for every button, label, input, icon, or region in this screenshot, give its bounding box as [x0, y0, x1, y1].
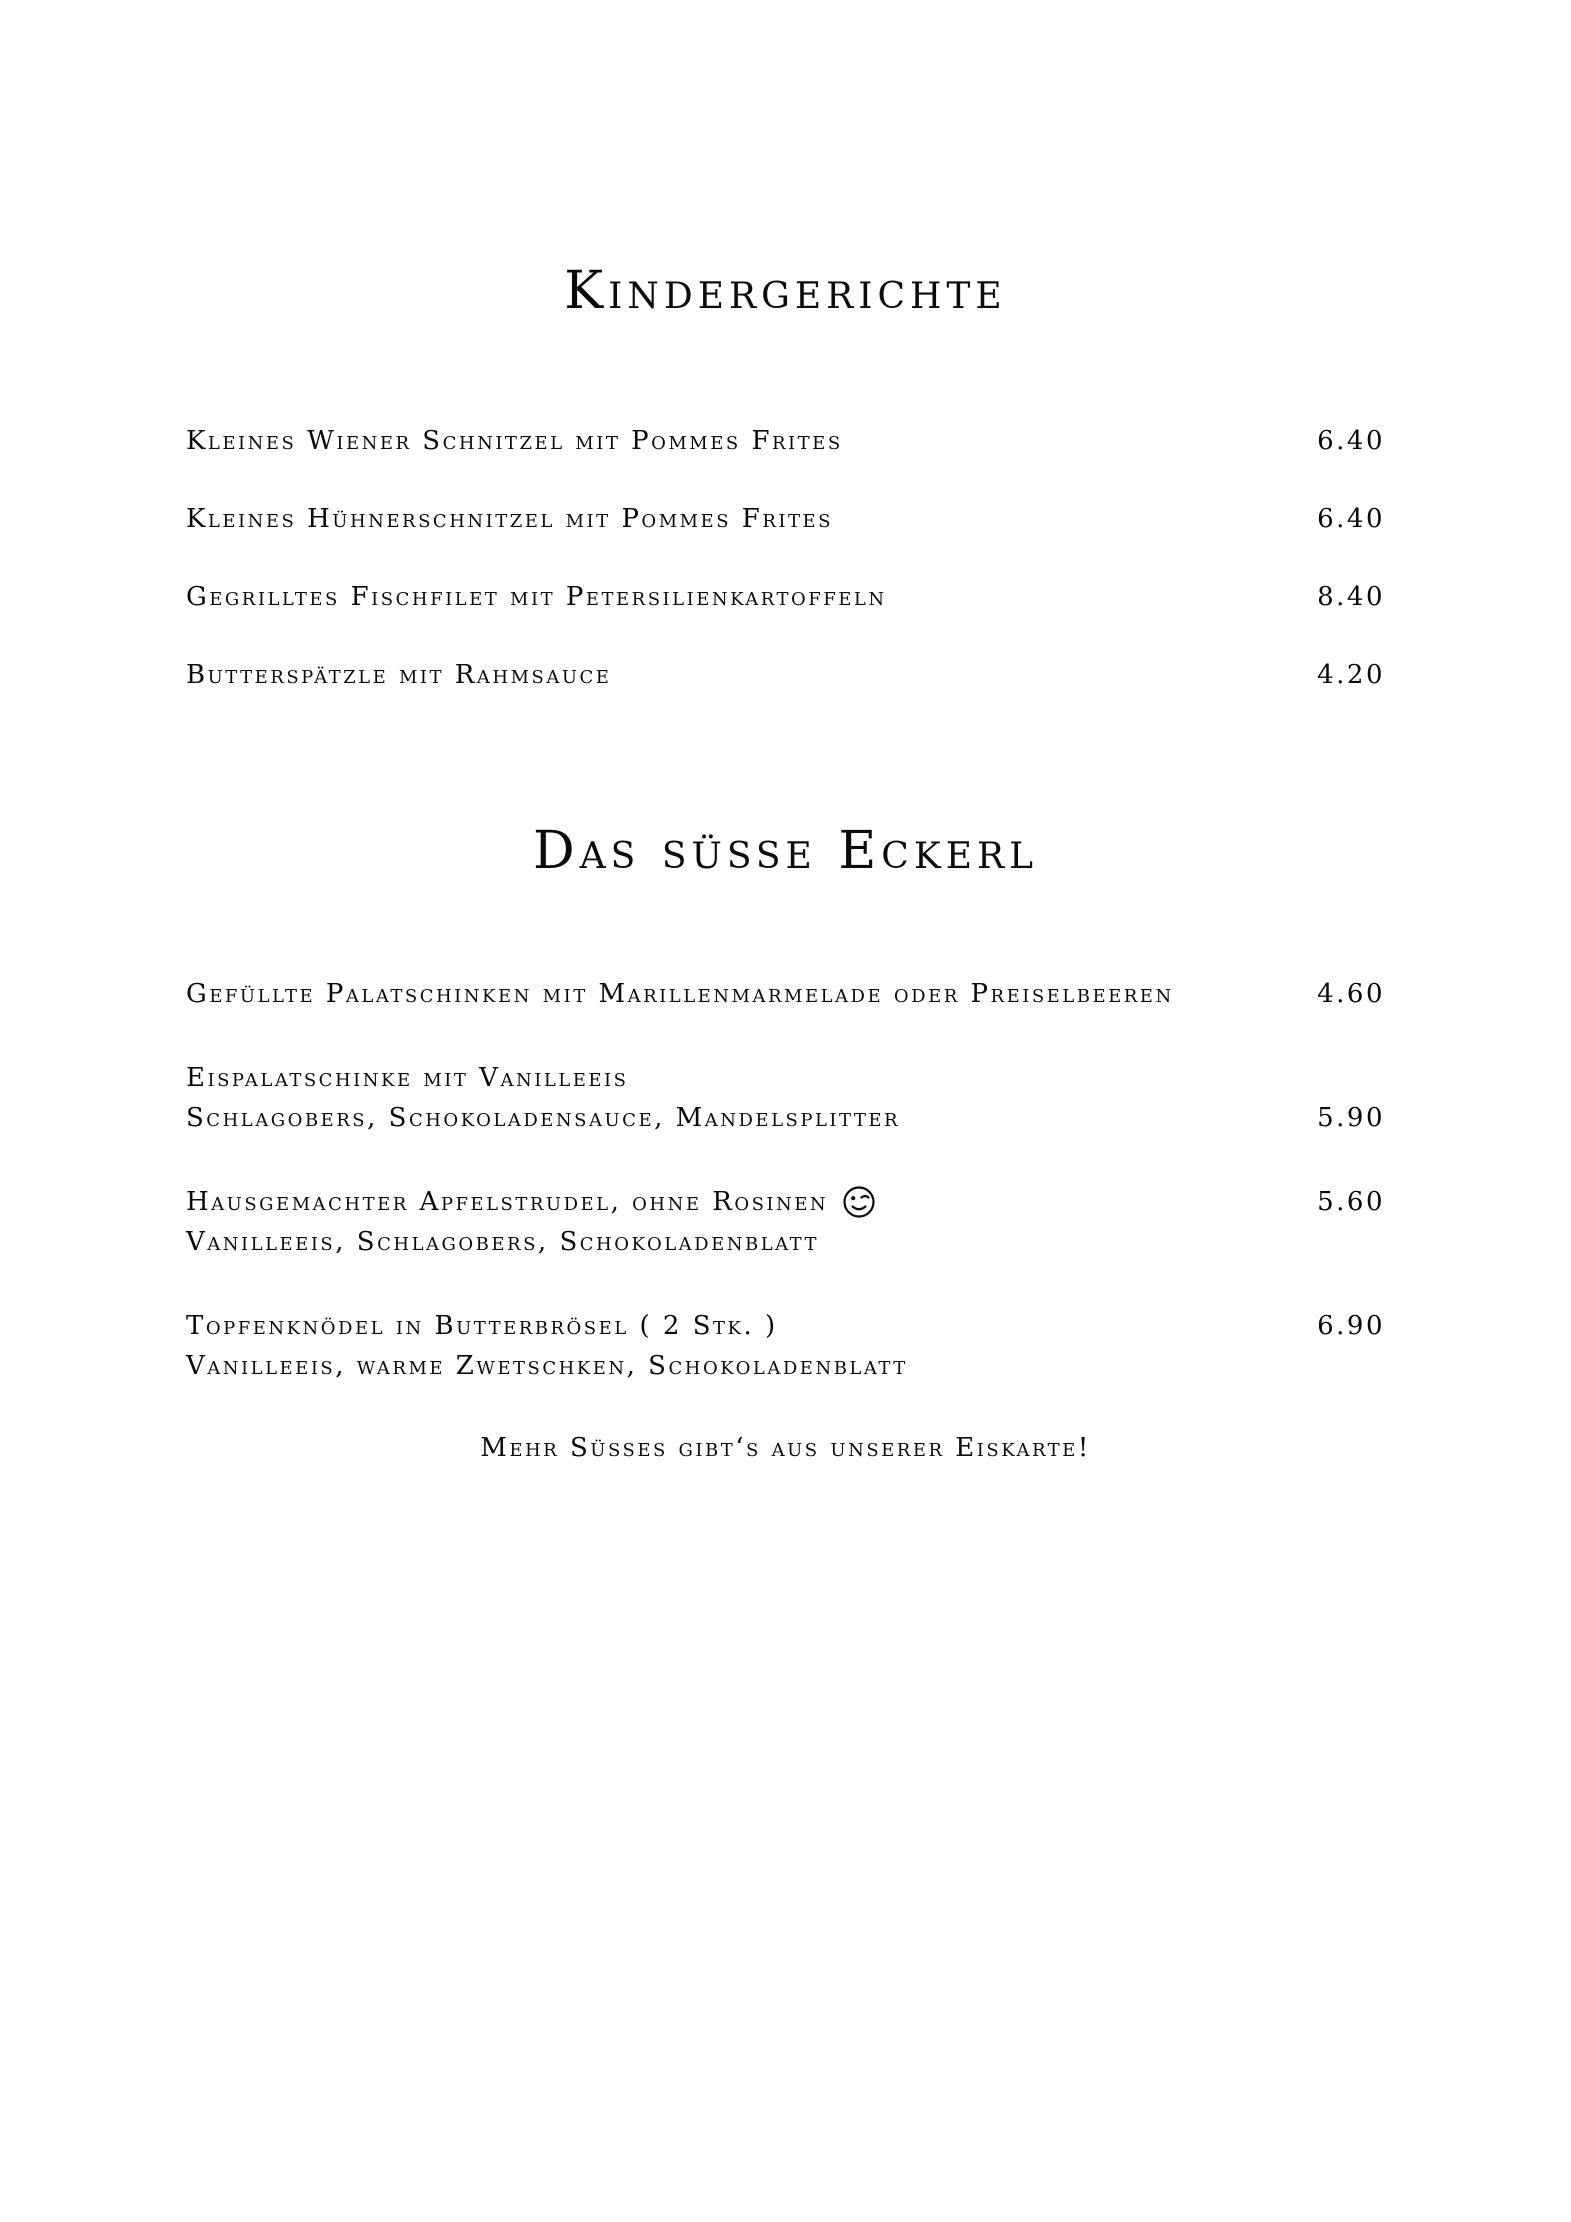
menu-line	[186, 1058, 1385, 1098]
dish-description: Vanilleeis, warme Zwetschken, Schokoladenblatt	[186, 1351, 908, 1381]
menu-line	[186, 579, 1385, 615]
footer-note: Mehr Süsses gibt‘s aus unserer Eiskarte!	[480, 1433, 1091, 1463]
menu-section-kindergerichte	[186, 423, 1385, 693]
menu-item	[186, 1182, 1385, 1262]
section-title-kindergerichte: Kindergerichte	[564, 261, 1007, 321]
menu-line	[186, 423, 1385, 459]
dish-name: Gefüllte Palatschinken mit Marillenmarmelade oder Preiselbeeren	[186, 979, 1174, 1009]
menu-line	[186, 501, 1385, 537]
dish-description: Schlagobers, Schokoladensauce, Mandelsplitter	[186, 1103, 901, 1133]
dish-price: 4.60	[1317, 979, 1385, 1009]
menu-item	[186, 1306, 1385, 1386]
menu-line	[186, 1182, 1385, 1222]
dish-name	[186, 1182, 876, 1222]
dish-name-text: Hausgemachter Apfelstrudel, ohne Rosinen	[186, 1187, 829, 1217]
dish-name: Butterspätzle mit Rahmsauce	[186, 660, 612, 690]
menu-line	[186, 1346, 1385, 1386]
menu-section-das-suesse-eckerl	[186, 974, 1385, 1386]
winking-face-icon	[842, 1185, 876, 1219]
menu-item	[186, 1058, 1385, 1138]
dish-price: 6.40	[1317, 504, 1385, 534]
menu-content	[0, 263, 1571, 1466]
dish-name: Topfenknödel in Butterbrösel ( 2 Stk. )	[186, 1311, 778, 1341]
dish-name: Kleines Wiener Schnitzel mit Pommes Frites	[186, 426, 843, 456]
dish-description: Vanilleeis, Schlagobers, Schokoladenblatt	[186, 1227, 820, 1257]
dish-name: Kleines Hühnerschnitzel mit Pommes Frites	[186, 504, 833, 534]
menu-line	[186, 1098, 1385, 1138]
menu-item	[186, 974, 1385, 1014]
dish-price: 6.40	[1317, 426, 1385, 456]
dish-price: 8.40	[1317, 582, 1385, 612]
menu-item	[186, 501, 1385, 537]
menu-line	[186, 974, 1385, 1014]
dish-name: Gegrilltes Fischfilet mit Petersilienkartoffeln	[186, 582, 887, 612]
menu-line	[186, 1222, 1385, 1262]
menu-line	[186, 1306, 1385, 1346]
menu-item	[186, 423, 1385, 459]
section-title-das-suesse-eckerl: Das süsse Eckerl	[532, 821, 1039, 881]
dish-name: Eispalatschinke mit Vanilleeis	[186, 1063, 629, 1093]
dish-price: 5.60	[1317, 1187, 1385, 1217]
dish-price: 4.20	[1317, 660, 1385, 690]
menu-line	[186, 657, 1385, 693]
dish-price: 5.90	[1317, 1103, 1385, 1133]
menu-item	[186, 657, 1385, 693]
menu-item	[186, 579, 1385, 615]
dish-price: 6.90	[1317, 1311, 1385, 1341]
